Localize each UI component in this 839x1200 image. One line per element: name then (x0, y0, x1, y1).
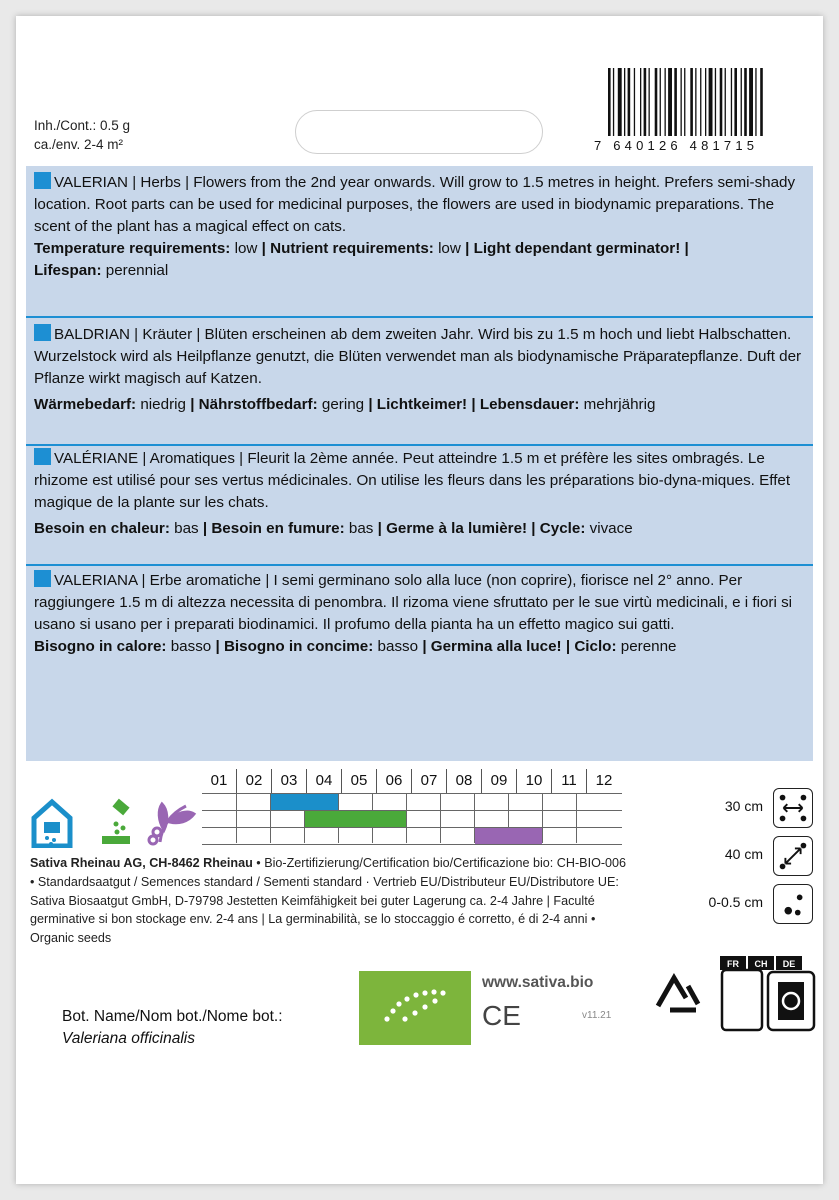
requirement-label: | Light dependant germinator! | (465, 240, 689, 257)
calendar-gridline (236, 793, 237, 843)
month-header (202, 769, 622, 793)
version-code: v11.21 (582, 1010, 612, 1021)
month-04: 04 (306, 769, 341, 793)
seed-packet-back (16, 16, 823, 1184)
sowing-depth (653, 884, 813, 924)
harvest-icon (149, 804, 194, 844)
section-text: VALERIAN | Herbs | Flowers from the 2nd year onwards. Will grow to 1.5 metres in height. Prefers semi-shady location. Root parts can be used for medicinal purposes, the flowers are used in biodynamic preparations. The scent of the plant has a magical effect on cats. (34, 174, 796, 235)
requirement-value: low (438, 240, 461, 257)
requirement-value: low (234, 240, 258, 257)
section-text: VALÉRIANE | Aromatiques | Fleurit la 2ème année. Peut atteindre 1.5 m et préfère les sites ombragés. Le rhizome est utilisé pour ses vertus médicinales. On utilise les fleurs dans les préparations bio-dyna-miques. Effet magique de la plante sur les chats. (34, 450, 791, 511)
calendar-row-sowing (202, 793, 622, 810)
month-10: 10 (516, 769, 551, 793)
requirement-value: bas (348, 520, 374, 537)
label-fr: FR (727, 959, 739, 969)
requirement-label: Temperature requirements: (34, 240, 231, 257)
website[interactable]: www.sativa.bio (482, 974, 594, 991)
month-06: 06 (376, 769, 411, 793)
barcode (608, 68, 798, 148)
content-weight: Inh./Cont.: 0.5 g (34, 118, 131, 133)
requirement-value: gering (321, 396, 365, 413)
company-name: Sativa Rheinau AG, CH-8462 Rheinau (30, 856, 253, 870)
requirement-value: basso (377, 638, 419, 655)
botanical-label: Bot. Name/Nom bot./Nome bot.: (62, 1008, 283, 1025)
month-12: 12 (586, 769, 621, 793)
sowing-depth-label: 0-0.5 cm (708, 894, 763, 910)
recycling-icons (648, 948, 818, 1038)
eu-star (422, 1004, 427, 1009)
company-info (30, 854, 630, 948)
month-01: 01 (210, 772, 228, 789)
botanical-name (62, 1006, 283, 1050)
eu-star (422, 990, 427, 995)
requirement-label: Cycle: (539, 520, 586, 537)
requirement-value: perennial (105, 262, 169, 279)
calendar-gridline (440, 793, 441, 843)
barcode-number: 7 640126 481715 (594, 138, 759, 153)
eu-star (384, 1016, 389, 1021)
requirement-label: | Lichtkeimer! | (368, 396, 476, 413)
calendar-bar-sow (271, 794, 338, 810)
month-08: 08 (446, 769, 481, 793)
eu-star (432, 998, 437, 1003)
recycle-arrows-icon (658, 978, 698, 1010)
requirement-value: bas (174, 520, 199, 537)
eu-star (402, 1016, 407, 1021)
direct-sowing-icon (102, 799, 130, 844)
section-italian (34, 570, 806, 658)
row-spacing (653, 788, 813, 828)
requirement-label: Besoin en chaleur: (34, 520, 170, 537)
requirement-label: | Germe à la lumière! | (377, 520, 536, 537)
blue-square-icon (34, 448, 51, 465)
requirement-label: | Nährstoffbedarf: (190, 396, 318, 413)
row-spacing-icon (773, 788, 813, 828)
plant-spacing-icon (773, 836, 813, 876)
separator (26, 564, 813, 566)
greenhouse-icon (34, 802, 70, 846)
section-german (34, 324, 806, 416)
requirement-label: | Besoin en fumure: (202, 520, 345, 537)
eu-organic-logo-icon (359, 971, 471, 1045)
blue-square-icon (34, 324, 51, 341)
package-info (34, 116, 130, 154)
eu-star (396, 1001, 401, 1006)
section-french (34, 448, 806, 540)
label-ch: CH (754, 959, 768, 969)
pouch-icon (722, 970, 762, 1030)
botanical-value: Valeriana officinalis (62, 1030, 195, 1047)
month-09: 09 (481, 769, 516, 793)
blue-square-icon (34, 570, 51, 587)
eu-star (412, 1010, 417, 1015)
month-11: 11 (551, 769, 586, 793)
requirement-label: Lebensdauer: (479, 396, 580, 413)
requirement-value: perenne (620, 638, 677, 655)
requirement-value: vivace (589, 520, 633, 537)
label-de: DE (782, 959, 796, 969)
row-spacing-label: 30 cm (724, 798, 763, 814)
requirement-value: niedrig (140, 396, 186, 413)
month-05: 05 (341, 769, 376, 793)
calendar-bar-harvest (475, 828, 542, 844)
month-03: 03 (271, 769, 306, 793)
plant-spacing (653, 836, 813, 876)
section-english (34, 172, 806, 282)
coverage-area: ca./env. 2-4 m² (34, 137, 124, 152)
calendar-row-planting (202, 810, 622, 827)
eu-star (404, 996, 409, 1001)
requirement-value: mehrjährig (583, 396, 656, 413)
sowing-calendar (202, 769, 622, 845)
eu-star (440, 990, 445, 995)
requirement-label: | Germina alla luce! | (422, 638, 571, 655)
calendar-bar-plant (305, 811, 406, 827)
month-02: 02 (236, 769, 271, 793)
eu-star (390, 1008, 395, 1013)
section-text: VALERIANA | Erbe aromatiche | I semi germinano solo alla luce (non coprire), fiorisce nel 2° anno. Per raggiungere 1.5 m di altezza necessita di penombra. Il rizoma viene sfruttato per le sue virtù medicinali, e i fiori si usano si usano per i preparati biodinamici. Il profumo della pianta ha un effetto magico sui gatti. (34, 572, 793, 633)
requirement-label: Bisogno in calore: (34, 638, 167, 655)
cultivation-icons (30, 796, 200, 848)
company-text: • Bio-Zertifizierung/Certification bio/Certificazione bio: CH-BIO-006 • Standardsaatgut / Semences standard / Sementi standard · Vertrieb EU/Distributeur EU/Distributore UE: Sativa Biosaatgut GmbH, D-79798 Jestetten Keimfähigkeit bei guter Lagerung ca. 2-4 Jahre | Faculté germinative si bon stockage env. 2-4 ans | La germinabilità, se lo stoccaggio é corretto, é di 2-4 anni • Organic seeds (30, 856, 627, 946)
eu-star (431, 989, 436, 994)
requirement-label: Wärmebedarf: (34, 396, 137, 413)
requirement-label: | Bisogno in concime: (215, 638, 374, 655)
plant-spacing-label: 40 cm (724, 846, 763, 862)
calendar-gridline (576, 793, 577, 843)
requirement-label: Ciclo: (574, 638, 617, 655)
requirement-value: basso (170, 638, 212, 655)
requirement-label: Lifespan: (34, 262, 102, 279)
description-panel (26, 166, 813, 761)
calendar-row-harvest (202, 827, 622, 845)
month-07: 07 (411, 769, 446, 793)
requirement-label: | Nutrient requirements: (261, 240, 434, 257)
blue-square-icon (34, 172, 51, 189)
separator (26, 444, 813, 446)
separator (26, 316, 813, 318)
ce-mark: CE (482, 1000, 521, 1031)
calendar-gridline (542, 793, 543, 843)
eu-star (413, 992, 418, 997)
calendar-gridline (406, 793, 407, 843)
section-text: BALDRIAN | Kräuter | Blüten erscheinen ab dem zweiten Jahr. Wird bis zu 1.5 m hoch und liebt Halbschatten. Wurzelstock wird als Heilpflanze genutzt, die Blüten verwendet man als biodynamische Präparatepflanze. Duft der Pflanze wirkt magisch auf Katzen. (34, 326, 802, 387)
hang-hole (295, 110, 543, 154)
sowing-depth-icon (773, 884, 813, 924)
